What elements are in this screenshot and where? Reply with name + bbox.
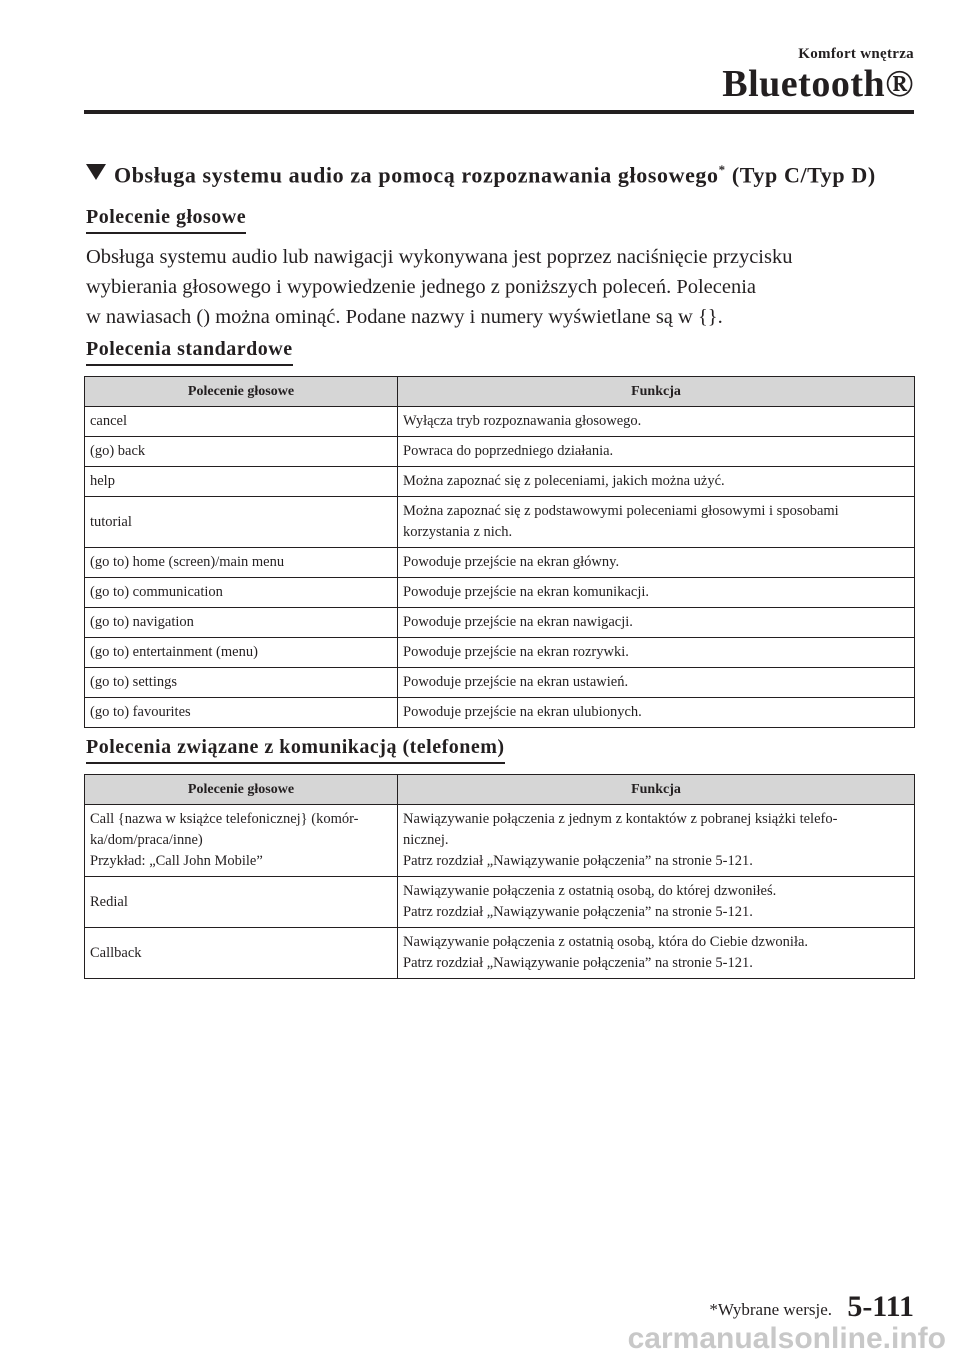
table-row [85, 698, 915, 728]
cell-line: Patrz rozdział „Nawiązywanie połączenia” na stronie 5-121. [403, 904, 753, 920]
cell-line: Redial [90, 893, 128, 910]
cell-line: Call {nazwa w książce telefonicznej} (komór- [90, 811, 359, 827]
function-cell: Można zapoznać się z podstawowymi poleceniami głosowymi i sposobami korzystania z nich. [398, 497, 915, 548]
intro-line: Obsługa systemu audio lub nawigacji wykonywana jest poprzez naciśnięcie przycisku [86, 246, 793, 268]
table-row [85, 437, 915, 467]
function-cell [398, 928, 915, 979]
section-heading-suffix: (Typ C/Typ D) [731, 162, 876, 188]
function-cell: Powraca do poprzedniego działania. [398, 437, 915, 467]
cell-line: Nawiązywanie połączenia z ostatnią osobą, do której dzwoniłeś. [403, 883, 777, 899]
intro-line: wybierania głosowego i wypowiedzenie jednego z poniższych poleceń. Polecenia [86, 276, 757, 298]
section-label: Komfort wnętrza [798, 46, 914, 62]
communication-commands-heading: Polecenia związane z komunikacją (telefonem) [86, 736, 505, 764]
section-heading [86, 162, 876, 188]
command-cell: (go to) communication [85, 578, 398, 608]
command-cell: (go to) favourites [85, 698, 398, 728]
command-cell: (go) back [85, 437, 398, 467]
optional-marker: * [718, 162, 726, 177]
command-cell: (go to) settings [85, 668, 398, 698]
cell-line: Nawiązywanie połączenia z ostatnią osobą, która do Ciebie dzwoniła. [403, 934, 809, 950]
watermark: carmanualsonline.info [627, 1322, 946, 1355]
table-row [85, 467, 915, 497]
table-row [85, 877, 915, 928]
cell-line: Callback [90, 944, 142, 961]
command-cell: tutorial [85, 497, 398, 548]
standard-commands-heading: Polecenia standardowe [86, 338, 293, 366]
table-row [85, 548, 915, 578]
function-cell: Wyłącza tryb rozpoznawania głosowego. [398, 407, 915, 437]
function-cell: Powoduje przejście na ekran rozrywki. [398, 638, 915, 668]
function-cell: Powoduje przejście na ekran nawigacji. [398, 608, 915, 638]
intro-line: w nawiasach () można ominąć. Podane nazwy i numery wyświetlane są w {}. [86, 306, 723, 328]
table-row [85, 608, 915, 638]
cell-line: ka/dom/praca/inne) [90, 832, 203, 848]
table-row [85, 407, 915, 437]
cell-line: Przykład: „Call John Mobile” [90, 853, 263, 869]
table-header-row [85, 377, 915, 407]
communication-commands-table [84, 774, 915, 979]
table-row [85, 668, 915, 698]
command-cell: help [85, 467, 398, 497]
table-row [85, 638, 915, 668]
voice-command-heading: Polecenie głosowe [86, 206, 246, 234]
column-header-function: Funkcja [398, 377, 915, 407]
command-cell: (go to) entertainment (menu) [85, 638, 398, 668]
intro-paragraph [86, 242, 926, 332]
command-cell: (go to) navigation [85, 608, 398, 638]
section-heading-text: Obsługa systemu audio za pomocą rozpoznawania głosowego [114, 162, 719, 188]
column-header-function: Funkcja [398, 775, 915, 805]
header-rule [84, 110, 914, 114]
function-cell: Powoduje przejście na ekran główny. [398, 548, 915, 578]
column-header-command: Polecenie głosowe [85, 377, 398, 407]
function-cell [398, 805, 915, 877]
table-header-row [85, 775, 915, 805]
cell-line: Patrz rozdział „Nawiązywanie połączenia” na stronie 5-121. [403, 853, 753, 869]
function-cell: Powoduje przejście na ekran ulubionych. [398, 698, 915, 728]
page-title: Bluetooth® [722, 63, 914, 105]
function-cell: Powoduje przejście na ekran komunikacji. [398, 578, 915, 608]
table-row [85, 578, 915, 608]
cell-line: Nawiązywanie połączenia z jednym z kontaktów z pobranej książki telefo- [403, 811, 838, 827]
command-cell: cancel [85, 407, 398, 437]
command-cell [85, 877, 398, 928]
table-row [85, 805, 915, 877]
cell-line: nicznej. [403, 832, 449, 848]
command-cell: (go to) home (screen)/main menu [85, 548, 398, 578]
cell-line: Patrz rozdział „Nawiązywanie połączenia” na stronie 5-121. [403, 955, 753, 971]
table-row [85, 928, 915, 979]
function-cell [398, 877, 915, 928]
standard-commands-table [84, 376, 915, 728]
command-cell [85, 805, 398, 877]
function-cell: Powoduje przejście na ekran ustawień. [398, 668, 915, 698]
function-cell: Można zapoznać się z poleceniami, jakich można użyć. [398, 467, 915, 497]
footnote: *Wybrane wersje. [709, 1300, 832, 1319]
table-row [85, 497, 915, 548]
triangle-bullet-icon [86, 164, 106, 180]
command-cell [85, 928, 398, 979]
page-number: 5-111 [847, 1290, 914, 1323]
column-header-command: Polecenie głosowe [85, 775, 398, 805]
